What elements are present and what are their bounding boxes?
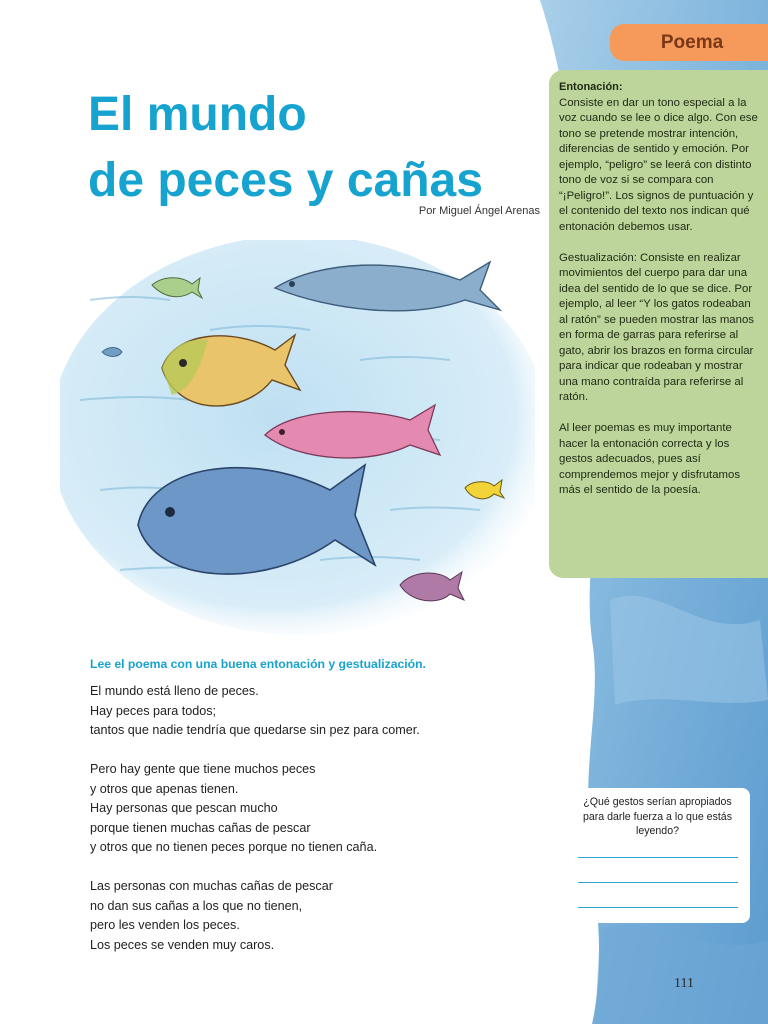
poem-line: no dan sus cañas a los que no tienen, — [90, 898, 303, 913]
poem-line: pero les venden los peces. — [90, 918, 240, 932]
instruction: Lee el poema con una buena entonación y gestualización. — [90, 657, 426, 671]
title-line-1: El mundo — [88, 88, 307, 141]
page-number: 111 — [674, 976, 694, 991]
poem-line: Los peces se venden muy caros. — [90, 937, 275, 952]
section-tag: Poema — [610, 24, 768, 61]
answer-line-1[interactable] — [578, 857, 738, 858]
poem-line: Las personas con muchas cañas de pescar — [90, 879, 333, 893]
question-card — [565, 788, 750, 923]
info-box-gestualizacion: Gestualización: Consiste en realizar movimientos del cuerpo para dar una idea del sentido de lo que se dice. Por ejemplo, al leer “Y los gatos rodeaban al ratón” se pueden mostrar las manos en forma de garras para referirse al gato, abrir los brazos en forma circular para indicar que rodeaban y mostrar una mano contraída para referirse al ratón. — [559, 251, 755, 403]
info-box — [549, 70, 768, 578]
title-line-2: de peces y cañas — [88, 154, 483, 207]
poem-line: porque tienen muchas cañas de pescar — [90, 820, 311, 835]
poem-line: tantos que nadie tendría que quedarse sin pez para comer. — [90, 723, 420, 737]
poem-line: Hay peces para todos; — [90, 703, 217, 718]
poem-line: El mundo está lleno de peces. — [90, 684, 259, 698]
info-box-entonacion: Consiste en dar un tono especial a la voz cuando se lee o dice algo. Con ese tono se pretende mostrar intención, diferencias de sentido y emoción. Por ejemplo, “peligro” se leerá con distinto tono de voz si se compara con “¡Peligro!”. Los signos de puntuación y el contenido del texto nos indican qué entonación debemos usar. — [559, 96, 758, 233]
poem-line: Hay personas que pescan mucho — [90, 801, 278, 815]
poem-line: y otros que apenas tienen. — [90, 781, 239, 796]
info-box-heading: Entonación: — [559, 81, 623, 93]
poem-stanza-2 — [90, 760, 550, 858]
poem-line: y otros que no tienen peces porque no tienen caña. — [90, 840, 378, 854]
page-title — [88, 82, 538, 214]
info-box-conclusion: Al leer poemas es muy importante hacer la entonación correcta y los gestos adecuados, pues así comprendemos mejor y disfrutamos más el sentido de la poesía. — [559, 422, 741, 496]
poem-line: Pero hay gente que tiene muchos peces — [90, 762, 316, 776]
poem — [90, 682, 550, 975]
answer-line-2[interactable] — [578, 882, 738, 883]
fish-illustration — [60, 240, 535, 635]
poem-stanza-3 — [90, 877, 550, 955]
author-credit: Por Miguel Ángel Arenas — [418, 205, 540, 217]
question-text: ¿Qué gestos serían apropiados para darle fuerza a lo que estás leyendo? — [583, 796, 732, 837]
poem-stanza-1 — [90, 682, 550, 741]
answer-line-3[interactable] — [578, 907, 738, 908]
